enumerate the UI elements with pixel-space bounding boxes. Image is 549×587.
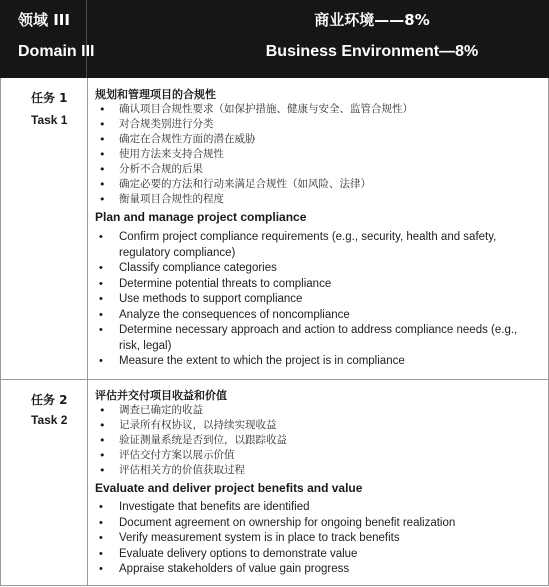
task-1-title-cn: 规划和管理项目的合规性: [95, 88, 216, 101]
list-item: • Use methods to support compliance: [95, 292, 541, 308]
list-item: • Investigate that benefits are identified: [95, 500, 541, 516]
list-item: • 对合规类别进行分类: [95, 117, 541, 132]
domain-title-cn: 商业环境——8%: [314, 11, 430, 29]
domain-header: [0, 0, 549, 78]
list-item: • Evaluate delivery options to demonstrate value: [95, 547, 541, 563]
list-item: • Determine necessary approach and action to address compliance needs (e.g., risk, legal): [95, 323, 541, 354]
task-1-label-cn: 任务 1: [31, 91, 68, 105]
task-2-label-en: Task 2: [31, 413, 68, 427]
list-item: • 评估交付方案以展示价值: [95, 448, 541, 463]
task-1-list-en: [95, 230, 541, 370]
task-2-title-cn: 评估并交付项目收益和价值: [95, 389, 227, 402]
list-item: • 调查已确定的收益: [95, 403, 541, 418]
list-item: • 确定在合规性方面的潜在威胁: [95, 132, 541, 147]
domain-title-en: Business Environment—8%: [265, 43, 479, 60]
list-item: • 分析不合规的后果: [95, 162, 541, 177]
domain-label-cn: 领域 III: [18, 11, 70, 29]
row-divider: [1, 379, 548, 380]
task-1-list-cn: [95, 102, 541, 207]
task-2-list-cn: [95, 403, 541, 478]
list-item: • 衡量项目合规性的程度: [95, 192, 541, 207]
list-item: • Confirm project compliance requirements (e.g., security, health and safety, regulatory compliance): [95, 230, 541, 261]
list-item: • 确认项目合规性要求（如保护措施、健康与安全、监管合规性）: [95, 102, 541, 117]
list-item: • Measure the extent to which the project is in compliance: [95, 354, 541, 370]
list-item: • 记录所有权协议，以持续实现收益: [95, 418, 541, 433]
list-item: • Analyze the consequences of noncompliance: [95, 308, 541, 324]
list-item: • 使用方法来支持合规性: [95, 147, 541, 162]
task-1-label-en: Task 1: [31, 113, 68, 127]
task-1-content: [95, 87, 541, 370]
list-item: • 验证测量系统是否到位，以跟踪收益: [95, 433, 541, 448]
task-table: [0, 78, 549, 586]
list-item: • Determine potential threats to compliance: [95, 277, 541, 293]
list-item: • Document agreement on ownership for ongoing benefit realization: [95, 516, 541, 532]
task-2-list-en: [95, 500, 541, 578]
list-item: • 确定必要的方法和行动来满足合规性（如风险、法律）: [95, 177, 541, 192]
column-divider: [87, 78, 88, 585]
list-item: • Classify compliance categories: [95, 261, 541, 277]
domain-label-en: Domain III: [18, 43, 95, 60]
header-row-cn: [0, 8, 549, 38]
list-item: • 评估相关方的价值获取过程: [95, 463, 541, 478]
task-2-title-en: Evaluate and deliver project benefits and value: [95, 481, 363, 495]
task-2-content: [95, 388, 541, 578]
list-item: • Verify measurement system is in place to track benefits: [95, 531, 541, 547]
header-row-en: [0, 39, 549, 69]
task-2-label-cn: 任务 2: [31, 393, 68, 407]
list-item: • Appraise stakeholders of value gain progress: [95, 562, 541, 578]
task-1-title-en: Plan and manage project compliance: [95, 210, 307, 224]
